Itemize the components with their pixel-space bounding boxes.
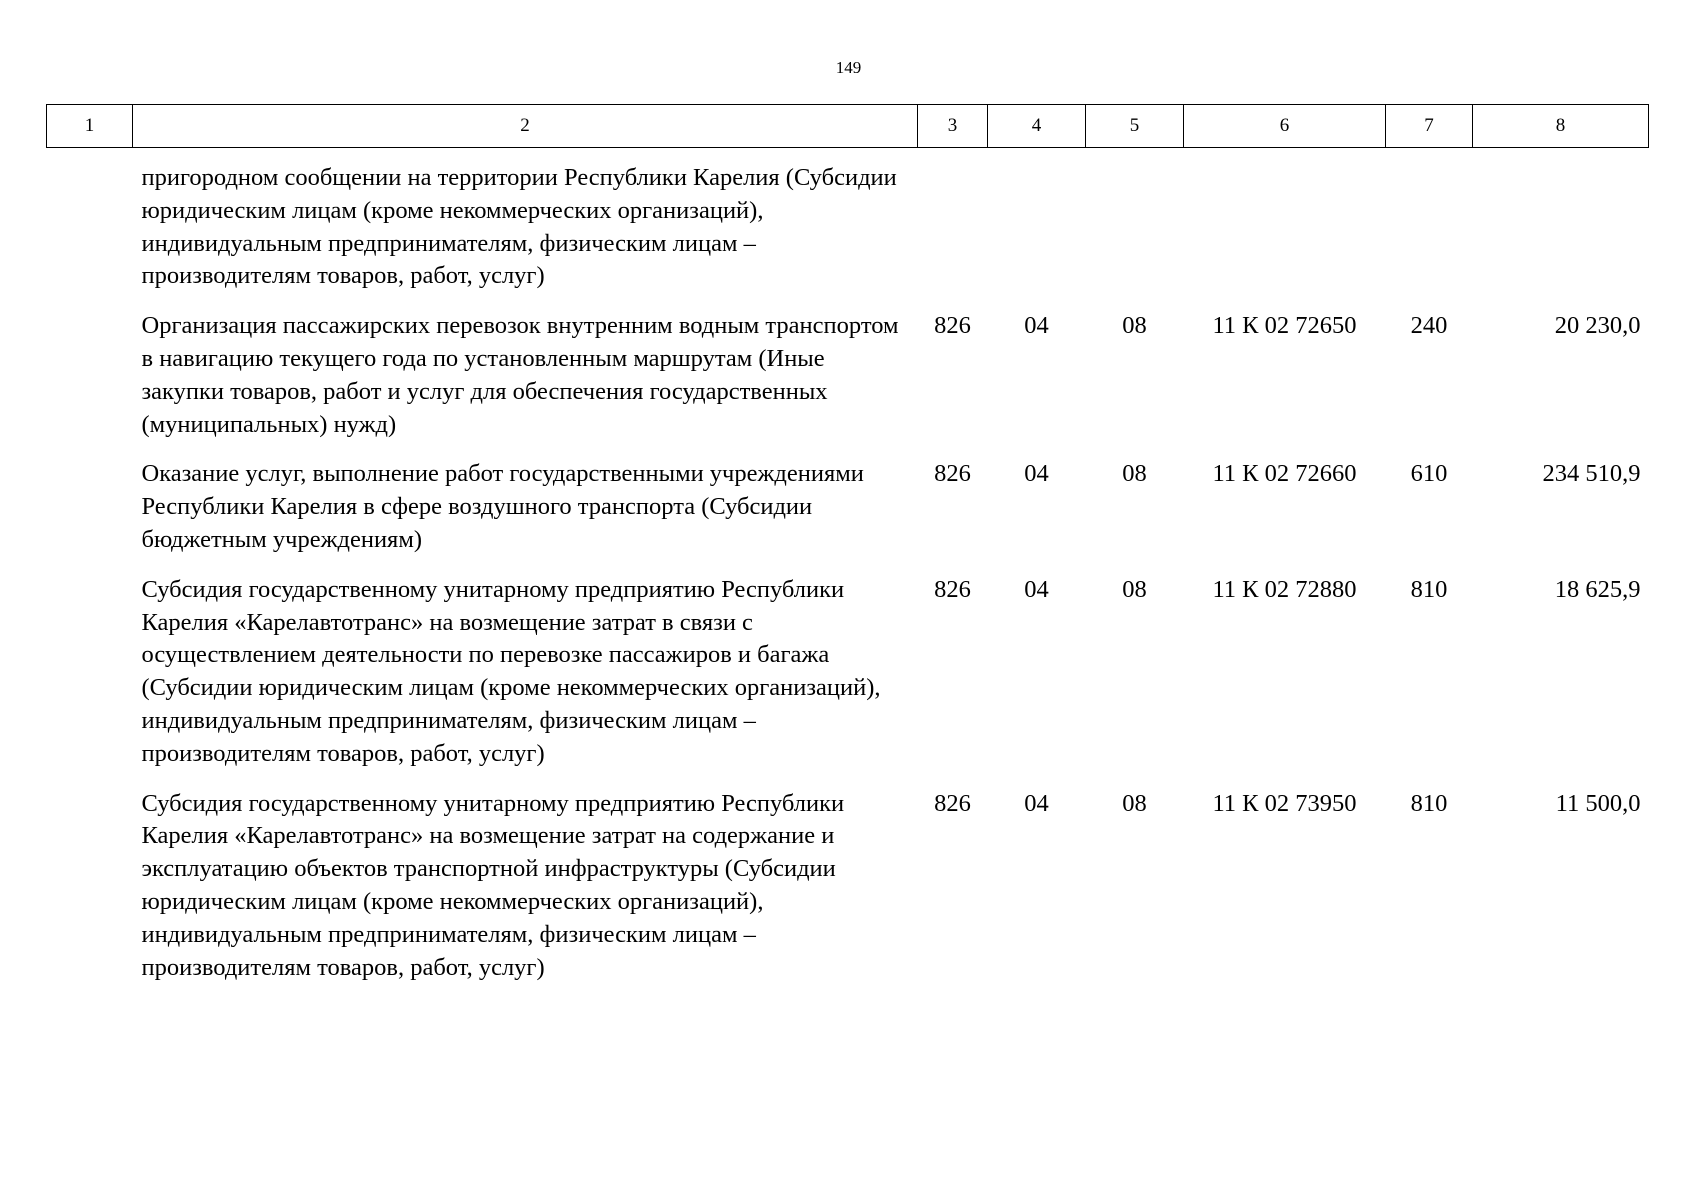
expense-type-code: 240 [1410, 312, 1448, 340]
subsection-code: 08 [1122, 312, 1147, 340]
target-article-code: 11 К 02 72660 [1212, 460, 1357, 488]
subsection-code: 08 [1122, 789, 1147, 817]
column-header-3: 3 [918, 105, 988, 148]
page-number: 149 [835, 58, 862, 77]
expense-type-code: 810 [1410, 575, 1448, 603]
table-row [47, 293, 1649, 441]
table-row [47, 771, 1649, 985]
section-code: 04 [1024, 460, 1049, 488]
column-number-header-row [47, 105, 1649, 148]
amount-value: 234 510,9 [1542, 460, 1641, 488]
table-row [47, 441, 1649, 556]
ministry-code: 826 [934, 789, 971, 817]
amount-value: 20 230,0 [1554, 312, 1641, 340]
target-article-code: 11 К 02 72880 [1212, 575, 1357, 603]
budget-table [46, 104, 1649, 984]
row-description: Субсидия государственному унитарному предприятию Республики Карелия «Карелавтотранс» на возмещение затрат в связи с осуществлением деятельности по перевозке пассажиров и багажа (Субсидии юридическим лицам (кроме некоммерческих организаций), индивидуальным предпринимателям, физическим лицам – производителям товаров, работ, услуг) [141, 575, 881, 767]
row-description: пригородном сообщении на территории Республики Карелия (Субсидии юридическим лицам (кроме некоммерческих организаций), индивидуальным предпринимателям, физическим лицам – производителям товаров, работ, услуг) [141, 164, 897, 290]
column-header-7: 7 [1386, 105, 1473, 148]
ministry-code [918, 148, 988, 294]
subsection-code: 08 [1122, 460, 1147, 488]
row-description: Оказание услуг, выполнение работ государственными учреждениями Республики Карелия в сфере воздушного транспорта (Субсидии бюджетным учреждениям) [141, 460, 864, 553]
target-article-code [1184, 148, 1386, 294]
row-description: Организация пассажирских перевозок внутренним водным транспортом в навигацию текущего года по установленным маршрутам (Иные закупки товаров, работ и услуг для обеспечения государственных (муниципальных) нужд) [141, 312, 899, 438]
section-code: 04 [1024, 789, 1049, 817]
subsection-code [1086, 148, 1184, 294]
expense-type-code: 810 [1410, 789, 1448, 817]
column-header-4: 4 [988, 105, 1086, 148]
ministry-code: 826 [934, 575, 971, 603]
amount-value: 18 625,9 [1554, 575, 1641, 603]
ministry-code: 826 [934, 312, 971, 340]
section-code [988, 148, 1086, 294]
column-header-1: 1 [47, 105, 133, 148]
subsection-code: 08 [1122, 575, 1147, 603]
column-header-5: 5 [1086, 105, 1184, 148]
column-header-8: 8 [1473, 105, 1649, 148]
section-code: 04 [1024, 575, 1049, 603]
ministry-code: 826 [934, 460, 971, 488]
column-header-6: 6 [1184, 105, 1386, 148]
row-description: Субсидия государственному унитарному предприятию Республики Карелия «Карелавтотранс» на возмещение затрат на содержание и эксплуатацию объектов транспортной инфраструктуры (Субсидии юридическим лицам (кроме некоммерческих организаций), индивидуальным предпринимателям, физическим лицам – производителям товаров, работ, услуг) [141, 789, 845, 981]
expense-type-code [1386, 148, 1473, 294]
expense-type-code: 610 [1410, 460, 1448, 488]
table-row [47, 557, 1649, 771]
target-article-code: 11 К 02 73950 [1212, 789, 1357, 817]
section-code: 04 [1024, 312, 1049, 340]
column-header-2: 2 [133, 105, 918, 148]
amount-value [1473, 148, 1649, 294]
target-article-code: 11 К 02 72650 [1212, 312, 1357, 340]
amount-value: 11 500,0 [1555, 789, 1641, 817]
table-row [47, 148, 1649, 294]
